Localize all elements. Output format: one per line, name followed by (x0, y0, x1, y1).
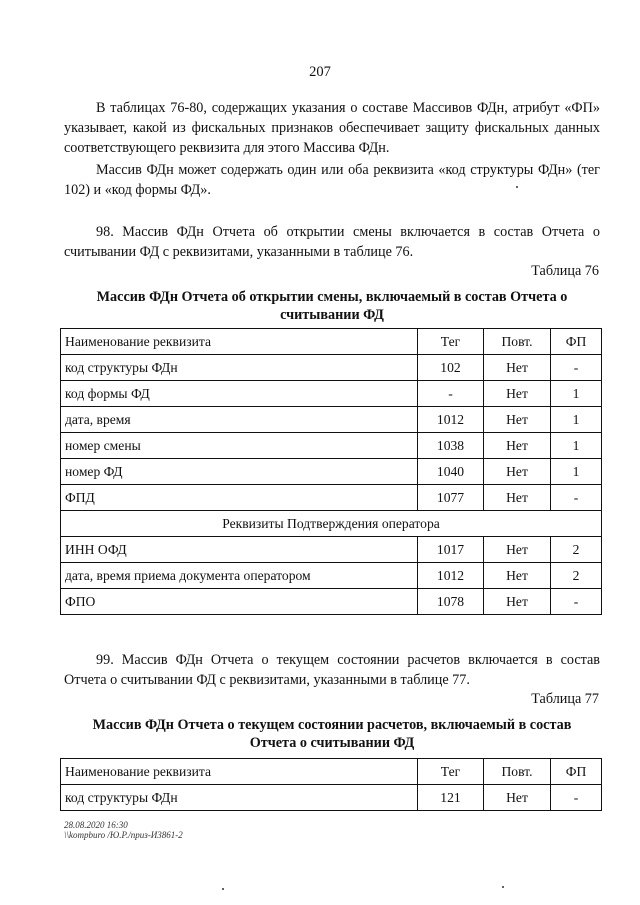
cell-fp: 2 (551, 563, 602, 589)
cell-repeat: Нет (484, 485, 551, 511)
cell-fp: 2 (551, 537, 602, 563)
cell-name: номер смены (61, 433, 418, 459)
cell-name: ИНН ОФД (61, 537, 418, 563)
cell-repeat: Нет (484, 381, 551, 407)
intro-paragraph-1 (64, 98, 600, 158)
section-heading-operator-confirmation: Реквизиты Подтверждения оператора (61, 511, 602, 537)
cell-tag: 1040 (418, 459, 484, 485)
header-fp: ФП (551, 759, 602, 785)
table-row (61, 589, 602, 615)
table-row (61, 407, 602, 433)
clause-99-text: 99. Массив ФДн Отчета о текущем состоянии расчетов включается в состав Отчета о считывании ФД с реквизитами, указанными в таблице 77. (64, 652, 600, 688)
cell-tag: 102 (418, 355, 484, 381)
cell-tag: - (418, 381, 484, 407)
table-row (61, 785, 602, 811)
cell-name: код структуры ФДн (61, 785, 418, 811)
cell-name: код формы ФД (61, 381, 418, 407)
cell-name: ФПО (61, 589, 418, 615)
header-name: Наименование реквизита (61, 329, 418, 355)
print-stamp (64, 820, 183, 840)
clause-99-paragraph (64, 650, 600, 690)
header-fp: ФП (551, 329, 602, 355)
table-row (61, 459, 602, 485)
print-stamp-path: \\kompburo /Ю.Р./приз-И3861-2 (64, 830, 183, 840)
cell-tag: 1017 (418, 537, 484, 563)
table-76 (60, 328, 602, 615)
table-76-title-line-2: считывании ФД (280, 307, 384, 323)
cell-repeat: Нет (484, 537, 551, 563)
cell-name: код структуры ФДн (61, 355, 418, 381)
table-76-label: Таблица 76 (531, 263, 599, 279)
cell-name: дата, время приема документа оператором (61, 563, 418, 589)
cell-repeat: Нет (484, 589, 551, 615)
intro-paragraph-1-text: В таблицах 76-80, содержащих указания о составе Массивов ФДн, атрибут «ФП» указывает, какой из фискальных признаков обеспечивает защиту фискальных данных соответствующего реквизита для этого Массива ФДн. (64, 100, 600, 156)
table-77-header-row (61, 759, 602, 785)
table-section-row (61, 511, 602, 537)
scan-speck (502, 886, 504, 888)
print-stamp-date: 28.08.2020 16:30 (64, 820, 128, 830)
table-77-title-line-1: Массив ФДн Отчета о текущем состоянии расчетов, включаемый в состав (92, 717, 572, 733)
cell-tag: 1038 (418, 433, 484, 459)
cell-repeat: Нет (484, 563, 551, 589)
intro-paragraph-2-text: Массив ФДн может содержать один или оба реквизита «код структуры ФДн» (тег 102) и «код формы ФД». (64, 162, 600, 198)
table-row (61, 537, 602, 563)
cell-repeat: Нет (484, 785, 551, 811)
cell-tag: 1078 (418, 589, 484, 615)
page-number: 207 (309, 64, 331, 80)
header-repeat: Повт. (484, 759, 551, 785)
cell-tag: 1077 (418, 485, 484, 511)
clause-98-text: 98. Массив ФДн Отчета об открытии смены включается в состав Отчета о считывании ФД с реквизитами, указанными в таблице 76. (64, 224, 600, 260)
table-76-header-row (61, 329, 602, 355)
table-row (61, 485, 602, 511)
cell-tag: 1012 (418, 563, 484, 589)
cell-fp: 1 (551, 407, 602, 433)
table-76-title (64, 288, 600, 324)
scan-speck (222, 888, 224, 890)
table-77-title-line-2: Отчета о считывании ФД (249, 735, 415, 751)
table-77-title (64, 716, 600, 752)
cell-fp: 1 (551, 381, 602, 407)
cell-fp: 1 (551, 459, 602, 485)
cell-fp: - (551, 589, 602, 615)
cell-fp: - (551, 785, 602, 811)
table-76-title-line-1: Массив ФДн Отчета об открытии смены, включаемый в состав Отчета о (96, 289, 568, 305)
table-row (61, 355, 602, 381)
intro-paragraph-2 (64, 160, 600, 200)
header-repeat: Повт. (484, 329, 551, 355)
cell-name: номер ФД (61, 459, 418, 485)
table-row (61, 563, 602, 589)
cell-repeat: Нет (484, 459, 551, 485)
cell-repeat: Нет (484, 355, 551, 381)
table-row (61, 433, 602, 459)
cell-name: ФПД (61, 485, 418, 511)
clause-98-paragraph (64, 222, 600, 262)
table-77-label: Таблица 77 (531, 691, 599, 707)
header-tag: Тег (418, 759, 484, 785)
table-row (61, 381, 602, 407)
table-77 (60, 758, 602, 811)
cell-tag: 1012 (418, 407, 484, 433)
header-tag: Тег (418, 329, 484, 355)
header-name: Наименование реквизита (61, 759, 418, 785)
scan-speck (516, 186, 518, 188)
cell-fp: - (551, 355, 602, 381)
cell-tag: 121 (418, 785, 484, 811)
cell-repeat: Нет (484, 407, 551, 433)
cell-repeat: Нет (484, 433, 551, 459)
cell-fp: 1 (551, 433, 602, 459)
cell-name: дата, время (61, 407, 418, 433)
cell-fp: - (551, 485, 602, 511)
